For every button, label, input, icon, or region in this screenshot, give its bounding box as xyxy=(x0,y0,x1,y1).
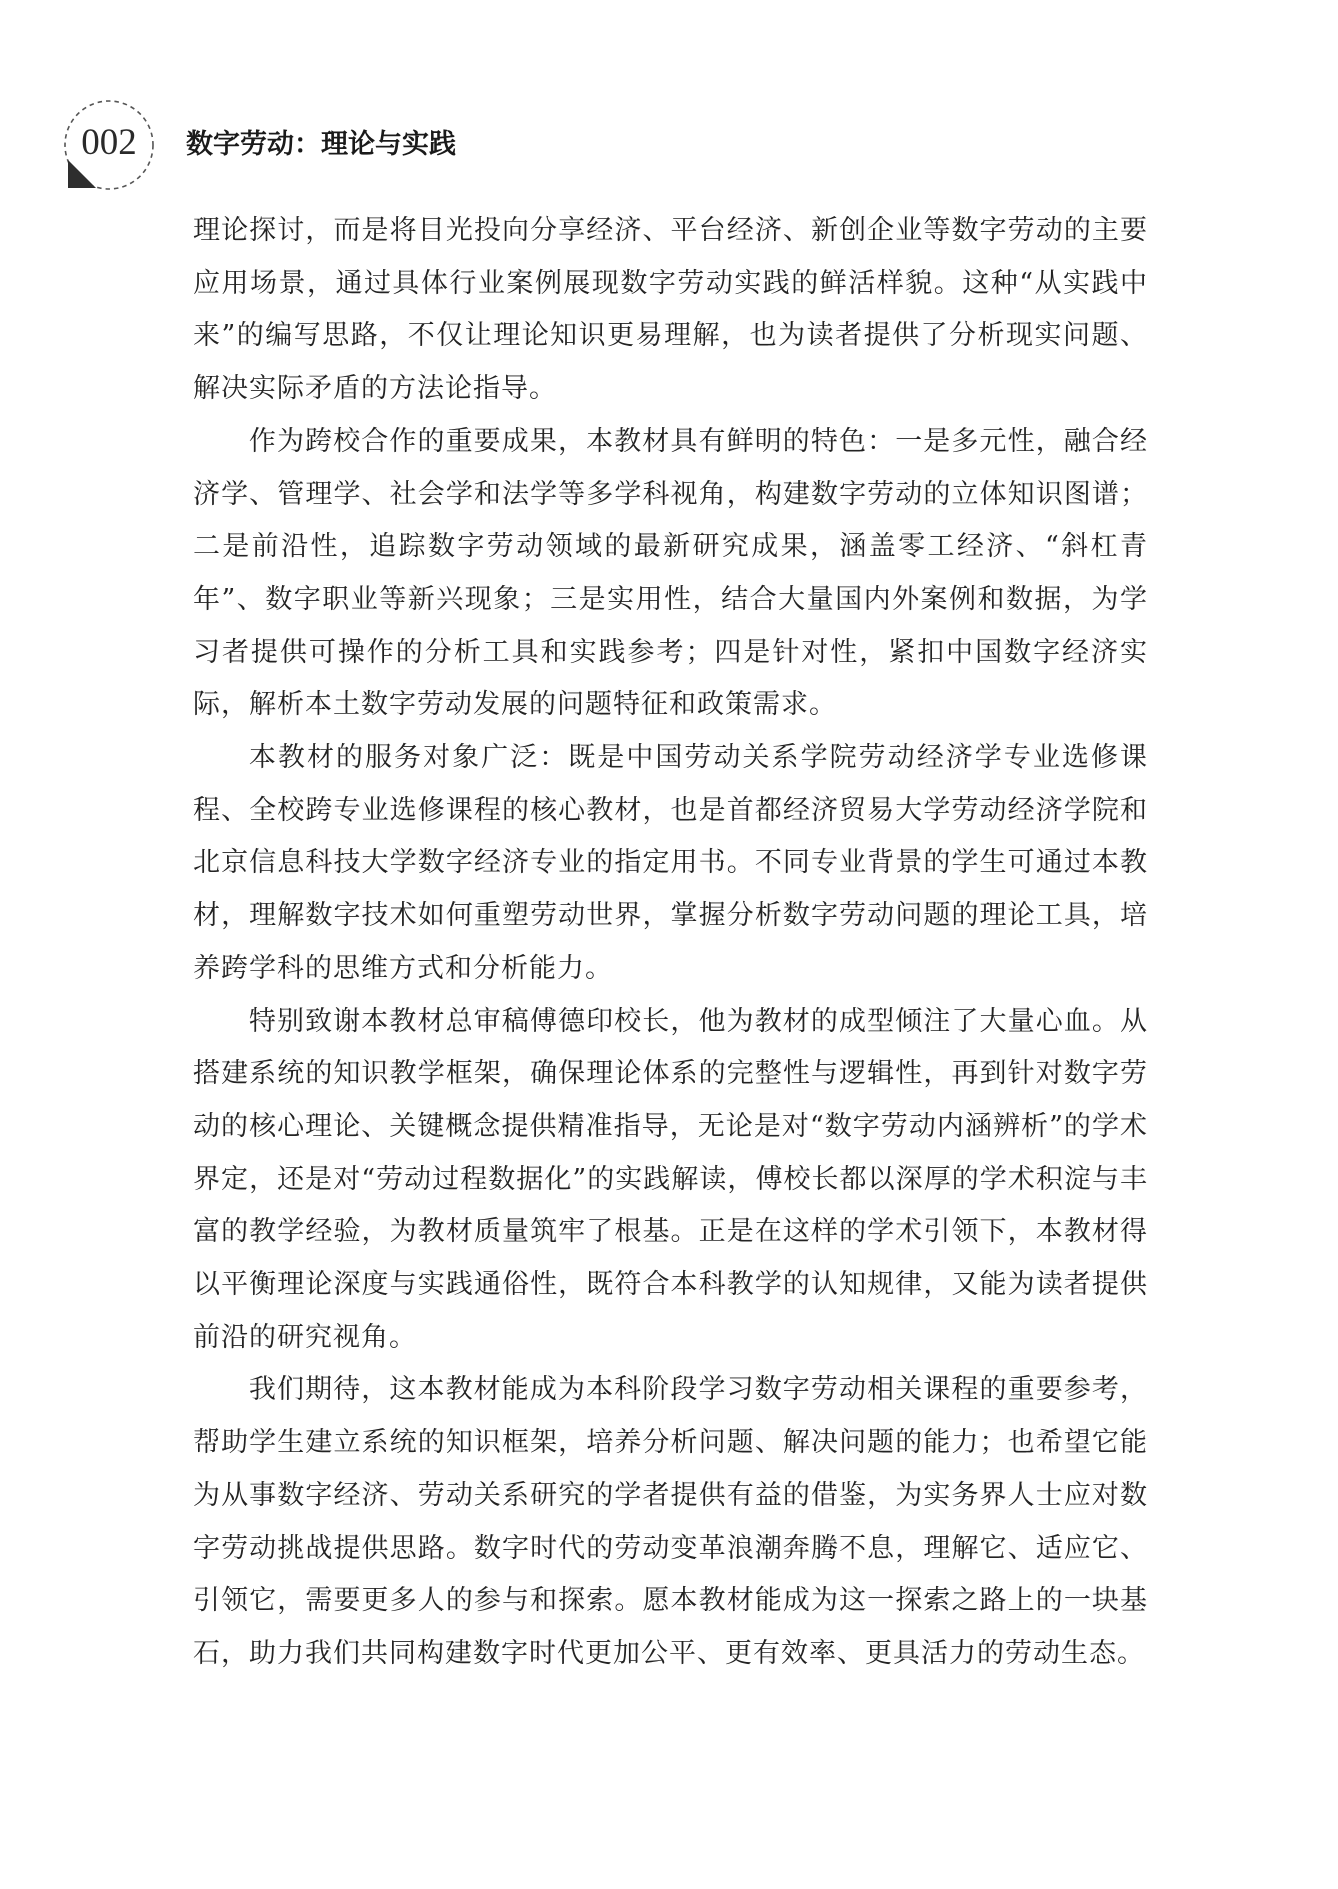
paragraph: 本教材的服务对象广泛：既是中国劳动关系学院劳动经济学专业选修课程、全校跨专业选修课程的核心教材，也是首都经济贸易大学劳动经济学院和北京信息科技大学数字经济专业的指定用书。不同专业背景的学生可通过本教材，理解数字技术如何重塑劳动世界，掌握分析数字劳动问题的理论工具，培养跨学科的思维方式和分析能力。 xyxy=(193,742,1148,984)
page-number: 002 xyxy=(81,122,137,163)
page-number-badge xyxy=(62,98,156,192)
running-title: 数字劳动：理论与实践 xyxy=(186,129,456,160)
paragraph: 特别致谢本教材总审稿傅德印校长，他为教材的成型倾注了大量心血。从搭建系统的知识教学框架，确保理论体系的完整性与逻辑性，再到针对数字劳动的核心理论、关键概念提供精准指导，无论是对“数字劳动内涵辨析”的学术界定，还是对“劳动过程数据化”的实践解读，傅校长都以深厚的学术积淀与丰富的教学经验，为教材质量筑牢了根基。正是在这样的学术引领下，本教材得以平衡理论深度与实践通俗性，既符合本科教学的认知规律，又能为读者提供前沿的研究视角。 xyxy=(193,1005,1148,1353)
paragraph: 理论探讨，而是将目光投向分享经济、平台经济、新创企业等数字劳动的主要应用场景，通过具体行业案例展现数字劳动实践的鲜活样貌。这种“从实践中来”的编写思路，不仅让理论知识更易理解，也为读者提供了分析现实问题、解决实际矛盾的方法论指导。 xyxy=(193,215,1148,405)
page-header xyxy=(62,98,662,194)
paragraph: 我们期待，这本教材能成为本科阶段学习数字劳动相关课程的重要参考，帮助学生建立系统的知识框架，培养分析问题、解决问题的能力；也希望它能为从事数字经济、劳动关系研究的学者提供有益的借鉴，为实务界人士应对数字劳动挑战提供思路。数字时代的劳动变革浪潮奔腾不息，理解它、适应它、引领它，需要更多人的参与和探索。愿本教材能成为这一探索之路上的一块基石，助力我们共同构建数字时代更加公平、更有效率、更具活力的劳动生态。 xyxy=(193,1374,1148,1669)
body-text xyxy=(193,205,1148,1681)
paragraph: 作为跨校合作的重要成果，本教材具有鲜明的特色：一是多元性，融合经济学、管理学、社会学和法学等多学科视角，构建数字劳动的立体知识图谱；二是前沿性，追踪数字劳动领域的最新研究成果，涵盖零工经济、“斜杠青年”、数字职业等新兴现象；三是实用性，结合大量国内外案例和数据，为学习者提供可操作的分析工具和实践参考；四是针对性，紧扣中国数字经济实际，解析本土数字劳动发展的问题特征和政策需求。 xyxy=(193,425,1148,721)
